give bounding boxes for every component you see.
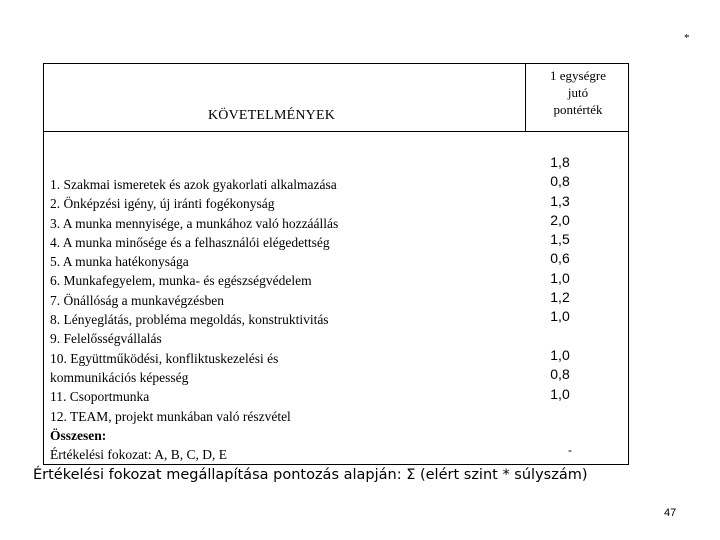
list-item: 3. A munka mennyisége, a munkához való hozzáállás — [50, 215, 339, 231]
point-value: 1,0 — [550, 269, 570, 286]
points-header-line: jutó — [567, 85, 589, 100]
scoring-formula: Értékelési fokozat megállapítása pontozás alapján: Σ (elért szint * súlyszám) — [33, 467, 588, 483]
list-item: 1. Szakmai ismeretek és azok gyakorlati alkalmazása — [50, 177, 337, 192]
list-item: 5. A munka hatékonysága — [50, 254, 189, 270]
grade-label: Értékelési fokozat: A, B, C, D, E — [50, 447, 227, 463]
asterisk-mark: * — [684, 32, 690, 44]
list-item: kommunikációs képesség — [50, 369, 189, 385]
point-value: 0,8 — [550, 366, 570, 383]
list-item: 10. Együttműködési, konfliktuskezelési és — [50, 350, 279, 366]
points-header — [530, 67, 626, 118]
list-item: 12. TEAM, projekt munkában való részvétel — [50, 408, 291, 424]
point-value: 1,5 — [550, 231, 570, 248]
requirements-header: KÖVETELMÉNYEK — [208, 108, 336, 123]
point-value: 2,0 — [550, 211, 570, 228]
requirements-list — [50, 175, 338, 464]
grade-value: - — [568, 443, 572, 457]
list-item: 7. Önállóság a munkavégzésben — [50, 292, 224, 308]
total-label: Összesen: — [50, 427, 107, 443]
list-item: 4. A munka minősége és a felhasználói elégedettség — [50, 234, 330, 250]
list-item: 6. Munkafegyelem, munka- és egészségvédelem — [50, 273, 312, 289]
table-header-row — [44, 64, 628, 132]
list-item: 2. Önképzési igény, új iránti fogékonyság — [50, 196, 275, 212]
point-value: 1,0 — [550, 385, 570, 402]
point-value: 0,8 — [550, 173, 570, 190]
spacer — [536, 327, 584, 346]
point-values-column — [536, 153, 584, 404]
points-header-line: pontérték — [553, 102, 603, 117]
point-value: 1,0 — [550, 346, 570, 363]
page-number: 47 — [664, 507, 677, 519]
list-item: 11. Csoportmunka — [50, 389, 150, 405]
column-divider — [525, 64, 526, 132]
point-value: 1,8 — [550, 154, 570, 170]
list-item: 9. Felelősségvállalás — [50, 331, 162, 347]
point-value: 0,6 — [550, 250, 570, 267]
point-value: 1,2 — [550, 289, 570, 306]
point-value: 1,3 — [550, 192, 570, 209]
list-item: 8. Lényeglátás, probléma megoldás, konstruktivitás — [50, 312, 329, 328]
points-header-line: 1 egységre — [550, 68, 606, 83]
point-value: 1,0 — [550, 308, 570, 325]
